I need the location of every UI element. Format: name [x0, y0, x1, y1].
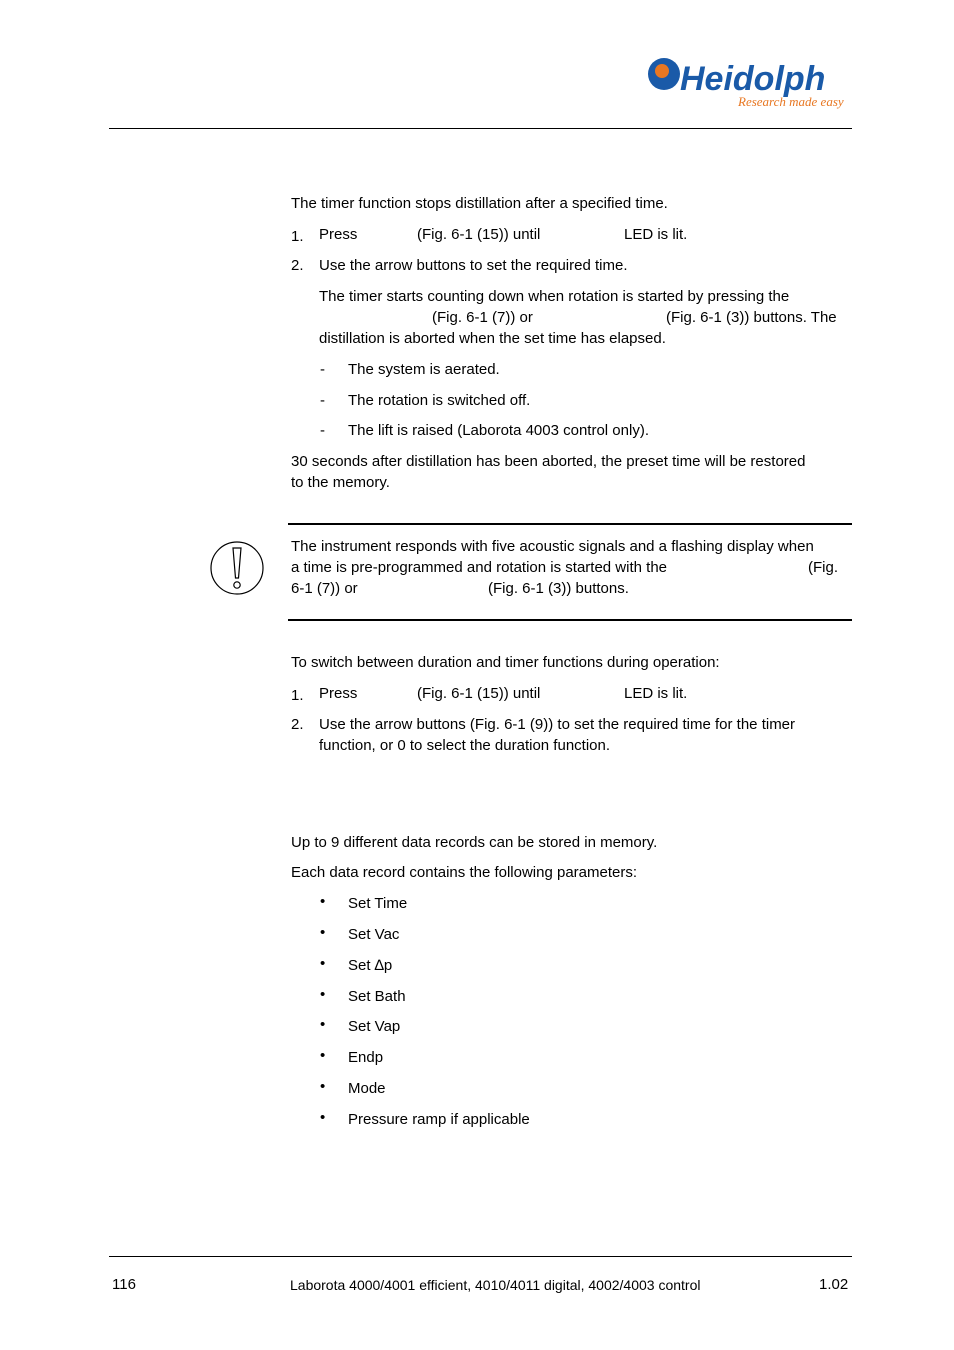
logo-tagline: Research made easy — [738, 94, 844, 109]
dash-marker: - — [320, 392, 325, 409]
switch-step2-line2: function, or 0 to select the duration function. — [319, 737, 611, 754]
timer-step2-text: Use the arrow buttons to set the required time. — [319, 257, 628, 274]
bullet-icon: • — [320, 1078, 326, 1095]
dash-item-lift: The lift is raised (Laborota 4003 control only). — [348, 422, 649, 439]
timer-para-line1: The timer starts counting down when rotation is started by pressing the — [319, 288, 790, 305]
timer-para-fig3: (Fig. 6-1 (3)) buttons. The — [666, 309, 837, 326]
list-item: Set ∆p — [348, 957, 393, 974]
dash-marker: - — [320, 361, 325, 378]
heidolph-logo — [644, 52, 856, 112]
dash-marker: - — [320, 422, 325, 439]
footer-page-number: 116 — [112, 1276, 136, 1293]
switch-step1-press: Press — [319, 685, 358, 702]
note-line2-fig: (Fig. — [808, 559, 838, 576]
timer-step1-led: LED is lit. — [624, 226, 688, 243]
footer-rule — [109, 1256, 852, 1257]
bullet-icon: • — [320, 893, 326, 910]
logo-wordmark: Heidolph — [680, 60, 826, 98]
switch-step1-fig: (Fig. 6-1 (15)) until — [417, 685, 541, 702]
switch-step1-number: 1. — [291, 687, 304, 704]
switch-step1-led: LED is lit. — [624, 685, 688, 702]
list-item: Set Vap — [348, 1018, 401, 1035]
list-item: Set Time — [348, 895, 408, 912]
footer-version: 1.02 — [819, 1276, 849, 1293]
timer-para-fig7: (Fig. 6-1 (7)) or — [432, 309, 533, 326]
list-item: Endp — [348, 1049, 384, 1066]
logo-mark — [644, 52, 856, 112]
list-item: Pressure ramp if applicable — [348, 1111, 530, 1128]
bullet-icon: • — [320, 986, 326, 1003]
memory-intro2: Each data record contains the following parameters: — [291, 864, 638, 881]
bullet-icon: • — [320, 955, 326, 972]
timer-step1-number: 1. — [291, 228, 304, 245]
switch-intro: To switch between duration and timer functions during operation: — [291, 654, 720, 671]
note-line3-a: 6-1 (7)) or — [291, 580, 358, 597]
list-item: Set Vac — [348, 926, 400, 943]
note-bottom-rule — [288, 619, 852, 621]
warning-icon — [209, 540, 267, 596]
timer-step2-number: 2. — [291, 257, 304, 274]
note-top-rule — [288, 523, 852, 525]
timer-intro: The timer function stops distillation after a specified time. — [291, 195, 668, 212]
memory-intro: Up to 9 different data records can be stored in memory. — [291, 834, 658, 851]
header-rule — [109, 128, 852, 129]
switch-step2-number: 2. — [291, 716, 304, 733]
list-item: Mode — [348, 1080, 386, 1097]
note-line2: a time is pre-programmed and rotation is started with the — [291, 559, 668, 576]
switch-step2-line1: Use the arrow buttons (Fig. 6-1 (9)) to set the required time for the timer — [319, 716, 796, 733]
dash-item-rotation: The rotation is switched off. — [348, 392, 531, 409]
timer-step1-fig: (Fig. 6-1 (15)) until — [417, 226, 541, 243]
note-line3-b: (Fig. 6-1 (3)) buttons. — [488, 580, 629, 597]
bullet-icon: • — [320, 924, 326, 941]
list-item: Set Bath — [348, 988, 406, 1005]
restore-line1: 30 seconds after distillation has been aborted, the preset time will be restored — [291, 453, 806, 470]
bullet-icon: • — [320, 1047, 326, 1064]
note-line1: The instrument responds with five acoustic signals and a flashing display when — [291, 538, 814, 555]
bullet-icon: • — [320, 1016, 326, 1033]
timer-para-line3: distillation is aborted when the set time has elapsed. — [319, 330, 666, 347]
footer-title: Laborota 4000/4001 efficient, 4010/4011 digital, 4002/4003 control — [290, 1277, 701, 1293]
dash-item-aerated: The system is aerated. — [348, 361, 500, 378]
restore-line2: to the memory. — [291, 474, 390, 491]
bullet-icon: • — [320, 1109, 326, 1126]
timer-step1-press: Press — [319, 226, 358, 243]
